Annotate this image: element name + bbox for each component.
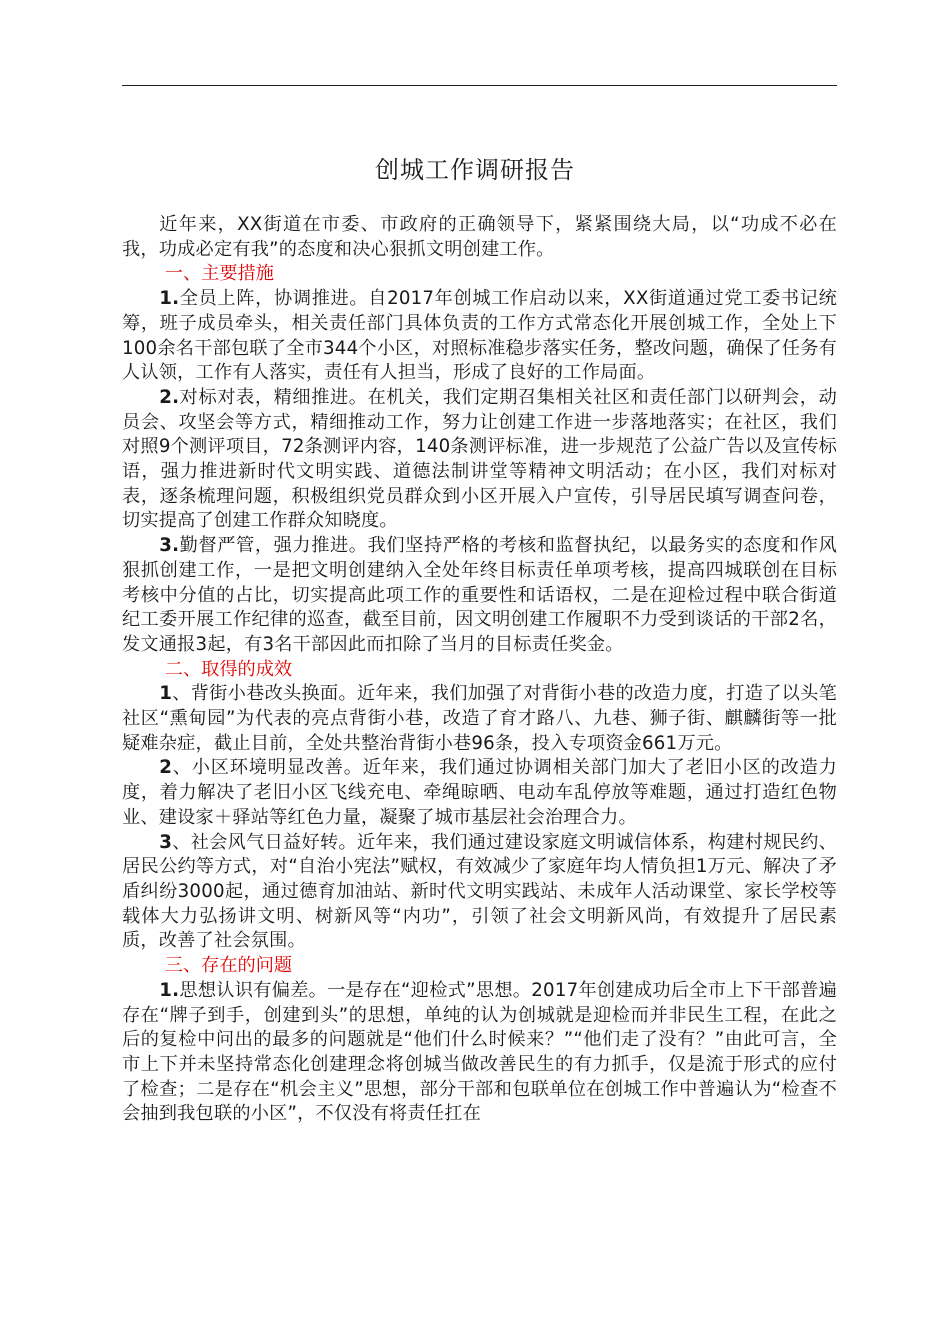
result-paragraph-3 [122,831,837,955]
measure-paragraph-3 [122,534,837,658]
item-text: 、背街小巷改头换面。近年来，我们加强了对背街小巷的改造力度，打造了以头笔社区“熏甸园”为代表的亮点背街小巷，改造了育才路八、九巷、狮子街、麒麟街等一批疑难杂症，截止目前，全处共整治背街小巷96条，投入专项资金661万元。 [122,683,837,754]
measure-paragraph-1 [122,287,837,386]
item-text: 、社会风气日益好转。近年来，我们通过建设家庭文明诚信体系，构建村规民约、居民公约等方式，对“自治小宪法”赋权，有效减少了家庭年均人情负担1万元、解决了矛盾纠纷3000起，通过德育加油站、新时代文明实践站、未成年人活动课堂、家长学校等载体大力弘扬讲文明、树新风等“内功”，引领了社会文明新风尚，有效提升了居民素质，改善了社会氛围。 [122,831,837,952]
section-heading-problems: 三、存在的问题 [164,955,293,977]
section-heading-results: 二、取得的成效 [164,658,293,680]
problem-paragraph-1 [122,979,837,1127]
item-number: 1. [159,979,180,1001]
item-number: 1 [159,683,173,705]
item-text: 对标对表，精细推进。在机关，我们定期召集相关社区和责任部门以研判会，动员会、攻坚会等方式，精细推动工作，努力让创建工作进一步落地落实；在社区，我们对照9个测评项目，72条测评内容，140条测评标准，进一步规范了公益广告以及宣传标语，强力推进新时代文明实践、道德法制讲堂等精神文明活动；在小区，我们对标对表，逐条梳理问题，积极组织党员群众到小区开展入户宣传，引导居民填写调查问卷，切实提高了创建工作群众知晓度。 [122,386,837,532]
item-text: 全员上阵，协调推进。自2017年创城工作启动以来，XX街道通过党工委书记统筹，班子成员牵头，相关责任部门具体负责的工作方式常态化开展创城工作，全处上下100余名干部包联了全市344个小区，对照标准稳步落实任务，整改问题，确保了任务有人认领，工作有人落实，责任有人担当，形成了良好的工作局面。 [122,288,837,384]
item-number: 2 [159,757,173,779]
item-text: 、小区环境明显改善。近年来，我们通过协调相关部门加大了老旧小区的改造力度，着力解决了老旧小区飞线充电、牵绳晾晒、电动车乱停放等难题，通过打造红色物业、建设家＋驿站等红色力量，凝聚了城市基层社会治理合力。 [122,757,837,828]
document-body [122,213,837,1127]
item-number: 3 [159,831,173,853]
document-title: 创城工作调研报告 [375,156,575,184]
result-paragraph-2 [122,756,837,830]
item-number: 1. [159,288,180,310]
section-heading-measures: 一、主要措施 [164,263,274,285]
intro-paragraph: 近年来，XX街道在市委、市政府的正确领导下，紧紧围绕大局，以“功成不必在我，功成必定有我”的态度和决心狠抓文明创建工作。 [122,214,837,260]
item-number: 3. [159,535,180,557]
item-text: 思想认识有偏差。一是存在“迎检式”思想。2017年创建成功后全市上下干部普遍存在“牌子到手，创建到头”的思想，单纯的认为创城就是迎检而并非民生工程，在此之后的复检中问出的最多的问题就是“他们什么时候来？”“他们走了没有？”由此可言，全市上下并未坚持常态化创建理念将创城当做改善民生的有力抓手，仅是流于形式的应付了检查；二是存在“机会主义”思想，部分干部和包联单位在创城工作中普遍认为“检查不会抽到我包联的小区”，不仅没有将责任扛在 [122,979,837,1125]
item-number: 2. [159,386,180,408]
measure-paragraph-2 [122,386,837,534]
result-paragraph-1 [122,682,837,756]
item-text: 勤督严管，强力推进。我们坚持严格的考核和监督执纪，以最务实的态度和作风狠抓创建工作，一是把文明创建纳入全处年终目标责任单项考核，提高四城联创在目标考核中分值的占比，切实提高此项工作的重要性和话语权，二是在迎检过程中联合街道纪工委开展工作纪律的巡查，截至目前，因文明创建工作履职不力受到谈话的干部2名，发文通报3起，有3名干部因此而扣除了当月的目标责任奖金。 [122,535,837,655]
header-rule [122,85,837,86]
